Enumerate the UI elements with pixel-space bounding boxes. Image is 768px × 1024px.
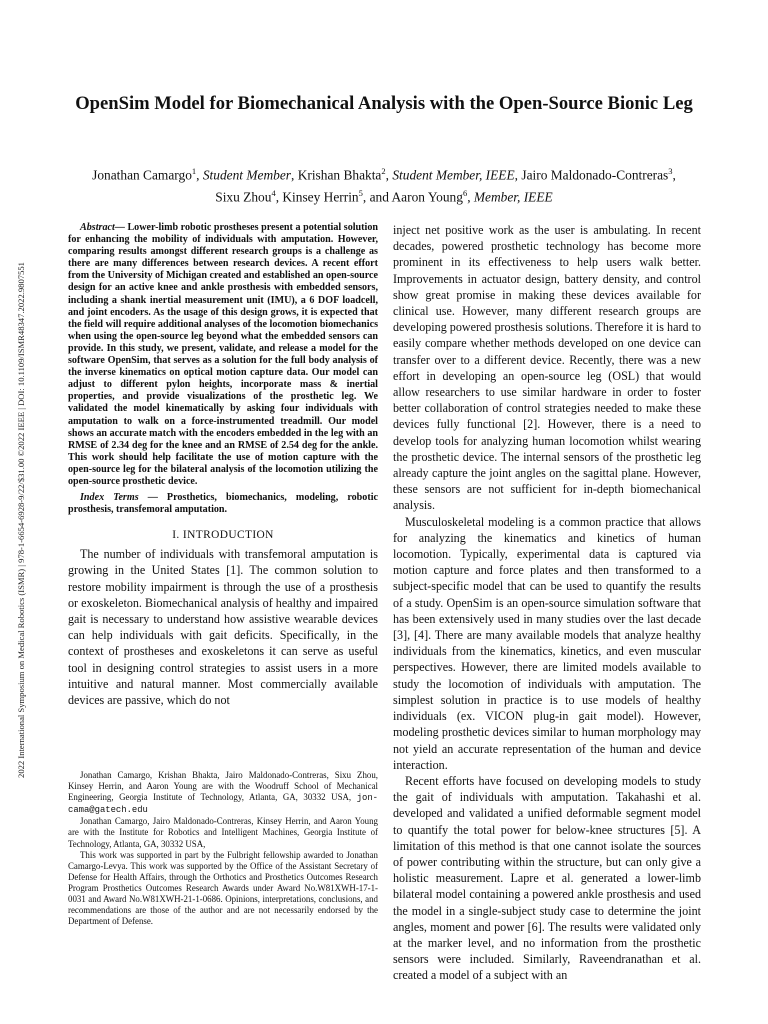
affiliation-marker: 5 <box>358 188 363 199</box>
author-name: , and Aaron Young <box>362 189 463 205</box>
footnote-affiliation-1 <box>68 770 378 816</box>
footnote-affiliation-1-text: Jonathan Camargo, Krishan Bhakta, Jairo Maldonado-Contreras, Sixu Zhou, Kinsey Herrin, and Aaron Young are with the Woodruff School of Mechanical Engineering, Georgia Institute of Technology, Atlanta, GA, 30332 USA, <box>68 770 378 803</box>
author-name: Sixu Zhou <box>215 189 272 205</box>
author-separator: , <box>196 167 203 183</box>
author-separator: , <box>467 189 474 205</box>
author-name: , Krishan Bhakta <box>291 167 382 183</box>
intro-paragraph-1: The number of individuals with transfemoral amputation is growing in the United States [1]. The common solution to restore mobility impairment is through the use of a prosthesis or exoskeleton. Biomechanical analysis of healthy and impaired gait is necessary to understand how assistive wearable devices can help individuals with gait deficits. Specifically, in the context of prostheses and exoskeletons it can serve as useful tool in designing control strategies to assist users in a more intuitive and natural manner. Most commercially available devices are passive, which do not <box>68 547 378 708</box>
intro-paragraph-continued: inject net positive work as the user is ambulating. In recent decades, powered prosthetic technology has become more prominent in its effectiveness to help users walk better. Improvements in actuator design, battery density, and control show great promise in making these devices available for clinical use. However, many different research groups are developing powered prosthesis solutions. Therefore it is hard to easily compare whether methods developed on one device can transfer over to a different device. Recently, there was a new effort in developing an open-source leg (OSL) that would allow researchers to use similar hardware in order to foster better collaboration of control strategies needed to make these devices fully functional [2]. However, there is a need to develop tools for analyzing human locomotion whilst wearing the prosthetic device. The internal sensors of the prosthetic leg already capture the joint angles on the sagittal plane. However, these sensors are not sufficient for in-depth biomechanical analysis. <box>393 223 701 513</box>
author-name: Jonathan Camargo <box>92 167 192 183</box>
intro-paragraph-recent-efforts: Recent efforts have focused on developing models to study the gait of individuals with amputation. Takahashi et al. developed and validated a unified deformable segment model to quantify the total power for below-knee structures [5]. A limitation of this method is that one cannot isolate the sources of power contributing within the structure, but can only give a holistic measurement. Lapre et al. generated a lower-limb bilateral model containing a powered ankle prosthesis and used the model in a single-subject study case to determine the joint angles, moment and power [6]. The results were validated only at the marker level, and no information from the prosthetic sensors were included. Similarly, Raveendranathan et al. created a model of a subject with an <box>393 773 701 983</box>
membership-grade: Member, IEEE <box>473 189 553 205</box>
footnotes <box>68 770 378 927</box>
abstract <box>68 222 378 488</box>
section-heading-introduction: I. INTRODUCTION <box>172 529 274 542</box>
abstract-label: Abstract <box>80 222 115 233</box>
affiliation-marker: 2 <box>381 166 386 176</box>
index-terms <box>68 492 378 516</box>
footnote-affiliation-2: Jonathan Camargo, Jairo Maldonado-Contreras, Kinsey Herrin, and Aaron Young are with the Institute for Robotics and Intelligent Machines, Georgia Institute of Technology, Atlanta, GA, 30332 USA, <box>68 816 378 849</box>
paper-title: OpenSim Model for Biomechanical Analysis with the Open-Source Bionic Leg <box>75 93 693 114</box>
author-separator: , <box>672 167 676 183</box>
affiliation-marker: 4 <box>271 188 276 199</box>
footnote-funding: This work was supported in part by the Fulbright fellowship awarded to Jonathan Camargo-Levya. This work was supported by the Office of the Assistant Secretary of Defense for Health Affairs, through the Orthotics and Prosthetics Outcomes Research Program Prosthetics Outcomes Research Awards under Award No.W81XWH-17-1-0031 and Award No.W81XWH-21-1-0686. Opinions, interpretations, conclusions, and recommendations are those of the author and are not necessarily endorsed by the Department of Defense. <box>68 849 378 927</box>
abstract-text: — Lower-limb robotic prostheses present a potential solution for enhancing the mobility of individuals with amputation. However, comparing results amongst different research groups is a challenge as there are many differences between research devices. A recent effort from the University of Michigan created and established an open-source design for an active knee and ankle prosthesis with embedded sensors, including a shank inertial measurement unit (IMU), a 6 DOF loadcell, and joint encoders. As the usage of this design grows, it is expected that the field will require additional analyses of the locomotion biomechanics when using the open-source leg beyond what the embedded sensors can provide. In this study, we present, validate, and release a model for the software OpenSim, that serves as a solution for the full body analysis of the inverse kinematics on optical motion capture data. Our model can adjust to different pylon heights, incorporate mass & inertial properties, and provide visualizations of the prosthetic leg. We validated the model kinematically by asking four individuals with amputation to walk on a force-instrumented treadmill. Our model shows an accurate match with the encoders embedded in the leg with an RMSE of 2.34 deg for the knee and an RMSE of 2.54 deg for the ankle. This work should help facilitate the use of motion capture with the open-source leg for the bilateral analysis of the locomotion utilizing the open-source prosthetic device. <box>68 222 379 487</box>
affiliation-marker: 3 <box>668 166 673 176</box>
author-email-link[interactable]: jon-cama@gatech.edu <box>68 793 378 816</box>
affiliation-marker: 1 <box>191 166 197 176</box>
author-name: , Jairo Maldonado-Contreras <box>514 167 669 183</box>
copyright-side-note <box>6 140 36 900</box>
membership-grade: Student Member <box>202 167 291 183</box>
right-column <box>393 222 701 984</box>
index-terms-label: Index Terms <box>80 492 139 504</box>
index-terms-text: — Prosthetics, biomechanics, modeling, robotic prosthesis, transfemoral amputation. <box>68 492 378 516</box>
side-note-text: 2022 International Symposium on Medical Robotics (ISMR) | 978-1-6654-6928-9/22/$31.00 ©2022 IEEE | DOI: 10.1109/ISMR48347.2022.9807551 <box>16 262 26 778</box>
author-name: , Kinsey Herrin <box>275 189 359 205</box>
left-column <box>68 222 378 708</box>
affiliation-marker: 6 <box>462 188 468 199</box>
membership-grade: Student Member, IEEE <box>392 167 515 183</box>
author-list <box>60 162 708 207</box>
author-separator: , <box>385 167 393 183</box>
intro-paragraph-musculoskeletal: Musculoskeletal modeling is a common practice that allows for analyzing the kinematics and kinetics of human locomotion. Typically, experimental data is captured via motion capture and force plates and then transformed to a subject-specific model that can be used to quantify the results of a study. OpenSim is an open-source simulation software that has been extensively used in many studies over the last decade [3], [4]. There are many available models that analyze healthy individuals from the kinematics, kinetics, and even muscular perspectives. However, there are limited models available to study the locomotion of individuals with amputation. The simplest solution in practice is to use models of healthy individuals (ex. VICON plug-in gait model). However, modeling prosthetic devices similar to human morphology may not yield an accurate representation of the human and device interaction. <box>393 514 701 772</box>
